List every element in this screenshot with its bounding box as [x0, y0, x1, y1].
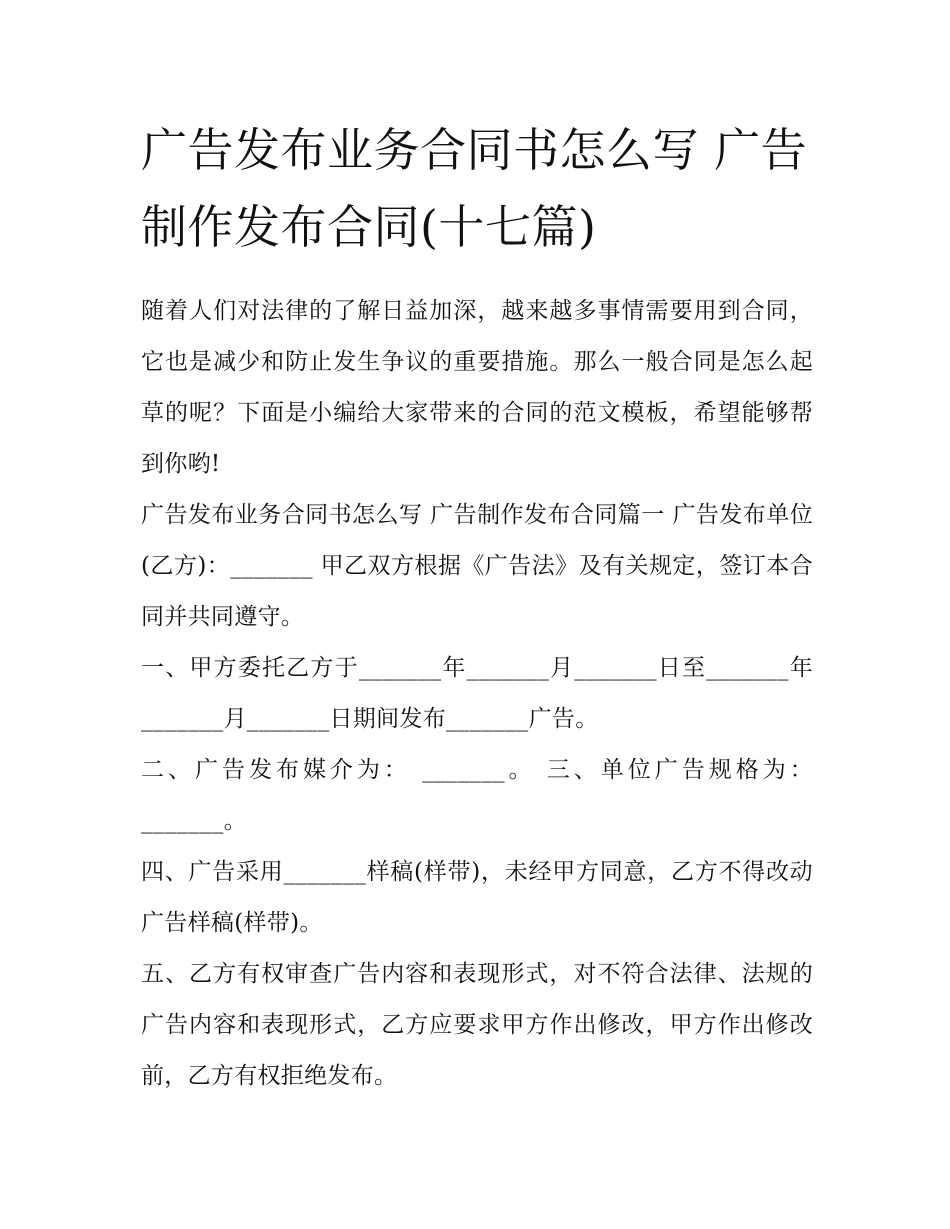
clause-2-3-paragraph: 二、广告发布媒介为： _______。 三、单位广告规格为：_______。 — [141, 757, 813, 834]
contract-preamble-paragraph: 广告发布业务合同书怎么写 广告制作发布合同篇一 广告发布单位(乙方)：_______ 甲乙双方根据《广告法》及有关规定，签订本合同并共同遵守。 — [141, 502, 813, 630]
intro-paragraph: 随着人们对法律的了解日益加深，越来越多事情需要用到合同，它也是减少和防止发生争议的重要措施。那么一般合同是怎么起草的呢？下面是小编给大家带来的合同的范文模板，希望能够帮到你哟! — [141, 298, 813, 477]
document-title: 广告发布业务合同书怎么写 广告制作发布合同(十七篇) — [141, 123, 808, 254]
clause-5-paragraph: 五、乙方有权审查广告内容和表现形式，对不符合法律、法规的广告内容和表现形式，乙方应要求甲方作出修改，甲方作出修改前，乙方有权拒绝发布。 — [141, 961, 813, 1089]
clause-1-paragraph: 一、甲方委托乙方于_______年_______月_______日至_______年_______月_______日期间发布_______广告。 — [141, 655, 813, 732]
clause-4-paragraph: 四、广告采用_______样稿(样带)，未经甲方同意，乙方不得改动广告样稿(样带)。 — [141, 859, 813, 936]
document-body — [141, 112, 813, 1102]
